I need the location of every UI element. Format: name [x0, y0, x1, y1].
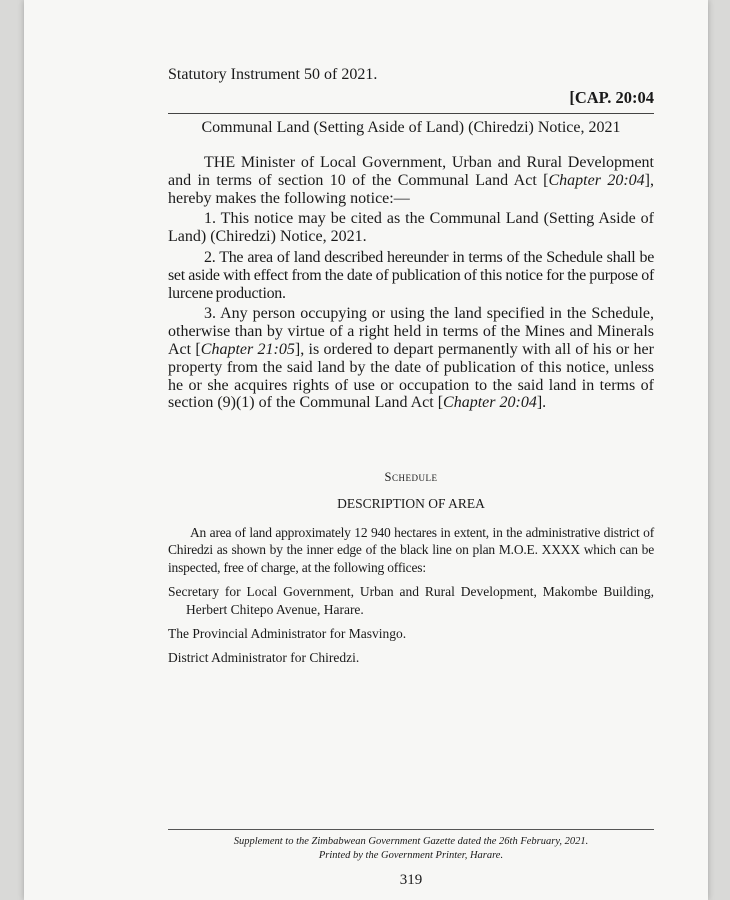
intro-paragraph: [168, 154, 654, 207]
office-secretary: Secretary for Local Government, Urban and Rural Development, Makombe Building, Herbert Chitepo Avenue, Harare.: [168, 584, 654, 617]
para3-text-mid: ], is ordered to depart permanently with all of his or her property from the said land by the date of publication of this notice, unless he or she acquires rights of use or occupation to the said land in terms of section (9)(1) of the Communal Land Act [: [168, 340, 654, 412]
gazette-footer: [168, 835, 654, 863]
paragraph-3: [168, 305, 654, 412]
title-rule: [168, 113, 654, 114]
document-page: [24, 0, 708, 900]
notice-body: [168, 154, 654, 415]
description-heading: DESCRIPTION OF AREA: [337, 496, 485, 511]
area-paragraph: An area of land approximately 12 940 hectares in extent, in the administrative district of Chiredzi as shown by the inner edge of the black line on plan M.O.E. XXXX which can be inspected, free of charge, at the following offices:: [168, 525, 654, 575]
instrument-number: Statutory Instrument 50 of 2021.: [168, 66, 378, 83]
para3-land-chapter: Chapter 20:04: [443, 394, 537, 412]
printer-line: Printed by the Government Printer, Harare.: [318, 850, 504, 861]
chapter-reference: [CAP. 20:04: [569, 88, 654, 107]
office-provincial: The Provincial Administrator for Masvingo.: [168, 626, 407, 642]
gazette-supplement-line: Supplement to the Zimbabwean Government Gazette dated the 26th February, 2021.: [233, 836, 589, 847]
paragraph-2: 2. The area of land described hereunder in terms of the Schedule shall be set aside with effect from the date of publication of this notice for the purpose of lurcene production.: [168, 248, 654, 302]
office-district: District Administrator for Chiredzi.: [168, 650, 360, 666]
para3-mines-chapter: Chapter 21:05: [200, 340, 295, 358]
paragraph-1: 1. This notice may be cited as the Communal Land (Setting Aside of Land) (Chiredzi) Notice, 2021.: [168, 210, 654, 246]
para3-text-end: ].: [536, 394, 547, 412]
footer-rule: [168, 829, 654, 830]
page-number: 319: [399, 872, 423, 888]
para3-text: 3. Any person occupying or using the land specified in the Schedule, otherwise than by virtue of a right held in terms of the Mines and Minerals Act [: [168, 305, 654, 358]
area-description: [168, 524, 654, 674]
schedule-heading: Schedule: [384, 470, 438, 484]
intro-text-end: ], hereby makes the following notice:—: [168, 171, 654, 207]
notice-title: Communal Land (Setting Aside of Land) (Chiredzi) Notice, 2021: [201, 119, 621, 136]
intro-text: THE Minister of Local Government, Urban and Rural Development and in terms of section 10 of the Communal Land Act [: [168, 154, 654, 189]
intro-chapter: Chapter 20:04: [548, 171, 645, 189]
